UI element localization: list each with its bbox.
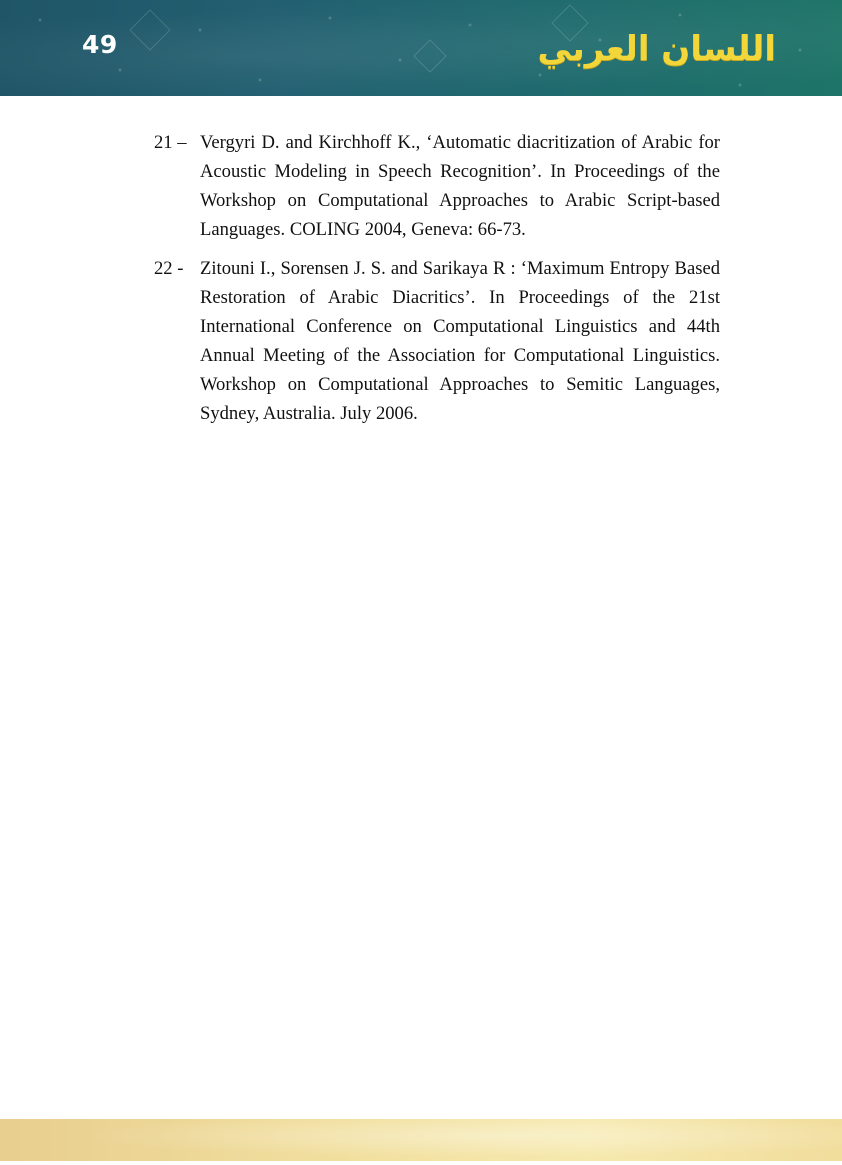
reference-item	[154, 254, 720, 428]
journal-logo	[538, 24, 776, 74]
page-header	[0, 0, 842, 96]
page-number: 49	[82, 30, 118, 59]
reference-text: Vergyri D. and Kirchhoff K., ‘Automatic diacritization of Arabic for Acoustic Modeling in Speech Recognition’. In Proceedings of the Workshop on Computational Approaches to Arabic Script-based Languages. COLING 2004, Geneva: 66-73.	[200, 132, 720, 240]
reference-number: 21 –	[154, 132, 187, 153]
reference-item	[154, 128, 720, 244]
logo-text: اللسان العربي	[537, 29, 776, 69]
reference-list	[154, 128, 720, 438]
reference-text: Zitouni I., Sorensen J. S. and Sarikaya R : ‘Maximum Entropy Based Restoration of Arabic Diacritics’. In Proceedings of the 21st International Conference on Computational Linguistics and 44th Annual Meeting of the Association for Computational Linguistics. Workshop on Computational Approaches to Semitic Languages, Sydney, Australia. July 2006.	[200, 258, 720, 424]
reference-number: 22 -	[154, 258, 184, 279]
page-footer	[0, 1119, 842, 1161]
